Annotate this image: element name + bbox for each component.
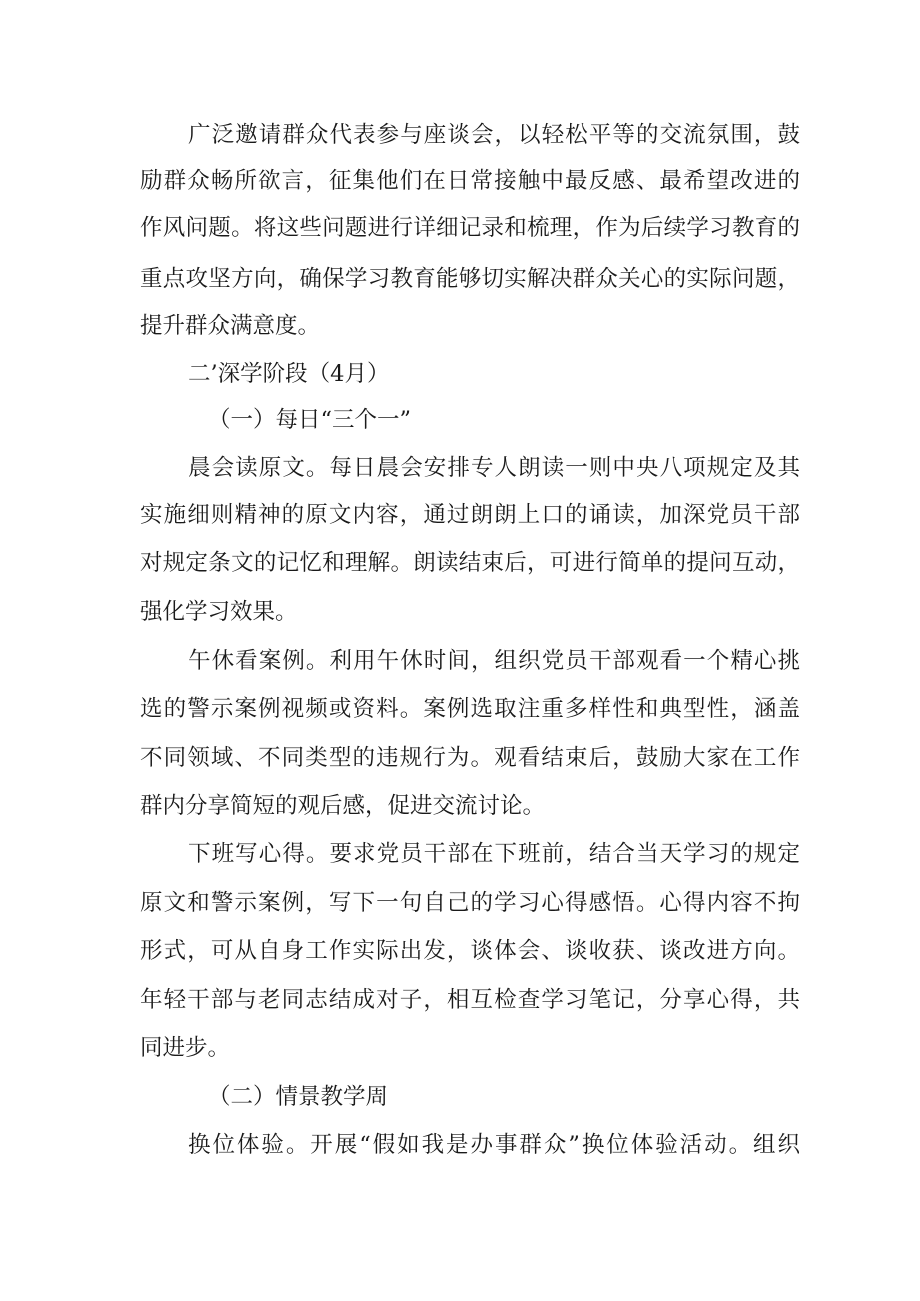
subsection-heading: （一）每日“三个一” [208, 407, 412, 433]
paragraph-line: 形式，可从自身工作实际出发，谈体会、谈收获、谈改进方向。 [140, 938, 800, 964]
paragraph-line: 励群众畅所欲言，征集他们在日常接触中最反感、最希望改进的 [140, 168, 800, 194]
paragraph-line: 晨会读原文。每日晨会安排专人朗读一则中央八项规定及其 [188, 455, 800, 481]
paragraph-line: 同进步。 [140, 1035, 231, 1061]
paragraph-line: 重点攻坚方向，确保学习教育能够切实解决群众关心的实际问题， [140, 266, 800, 292]
paragraph-line: 广泛邀请群众代表参与座谈会，以轻松平等的交流氛围，鼓 [188, 122, 800, 148]
subsection-heading: （二）情景教学周 [208, 1084, 389, 1110]
paragraph-line: 实施细则精神的原文内容，通过朗朗上口的诵读，加深党员干部 [140, 502, 800, 528]
paragraph-line: 作风问题。将这些问题进行详细记录和梳理，作为后续学习教育的 [140, 215, 800, 241]
paragraph-line: 强化学习效果。 [140, 599, 298, 625]
section-heading: 二’深学阶段（4月） [188, 361, 390, 387]
paragraph-line: 提升群众满意度。 [140, 313, 321, 339]
paragraph-line: 午休看案例。利用午休时间，组织党员干部观看一个精心挑 [188, 648, 800, 674]
paragraph-line: 年轻干部与老同志结成对子，相互检查学习笔记，分享心得，共 [140, 987, 800, 1013]
paragraph-line: 原文和警示案例，写下一句自己的学习心得感悟。心得内容不拘 [140, 890, 800, 916]
paragraph-line: 不同领域、不同类型的违规行为。观看结束后，鼓励大家在工作 [140, 745, 800, 771]
paragraph-line: 群内分享简短的观后感，促进交流讨论。 [140, 793, 546, 819]
paragraph-line: 对规定条文的记忆和理解。朗读结束后，可进行简单的提问互动， [140, 550, 800, 576]
paragraph-line: 选的警示案例视频或资料。案例选取注重多样性和典型性，涵盖 [140, 696, 800, 722]
paragraph-line: 换位体验。开展“假如我是办事群众”换位体验活动。组织 [188, 1132, 800, 1158]
paragraph-line: 下班写心得。要求党员干部在下班前，结合当天学习的规定 [188, 841, 800, 867]
